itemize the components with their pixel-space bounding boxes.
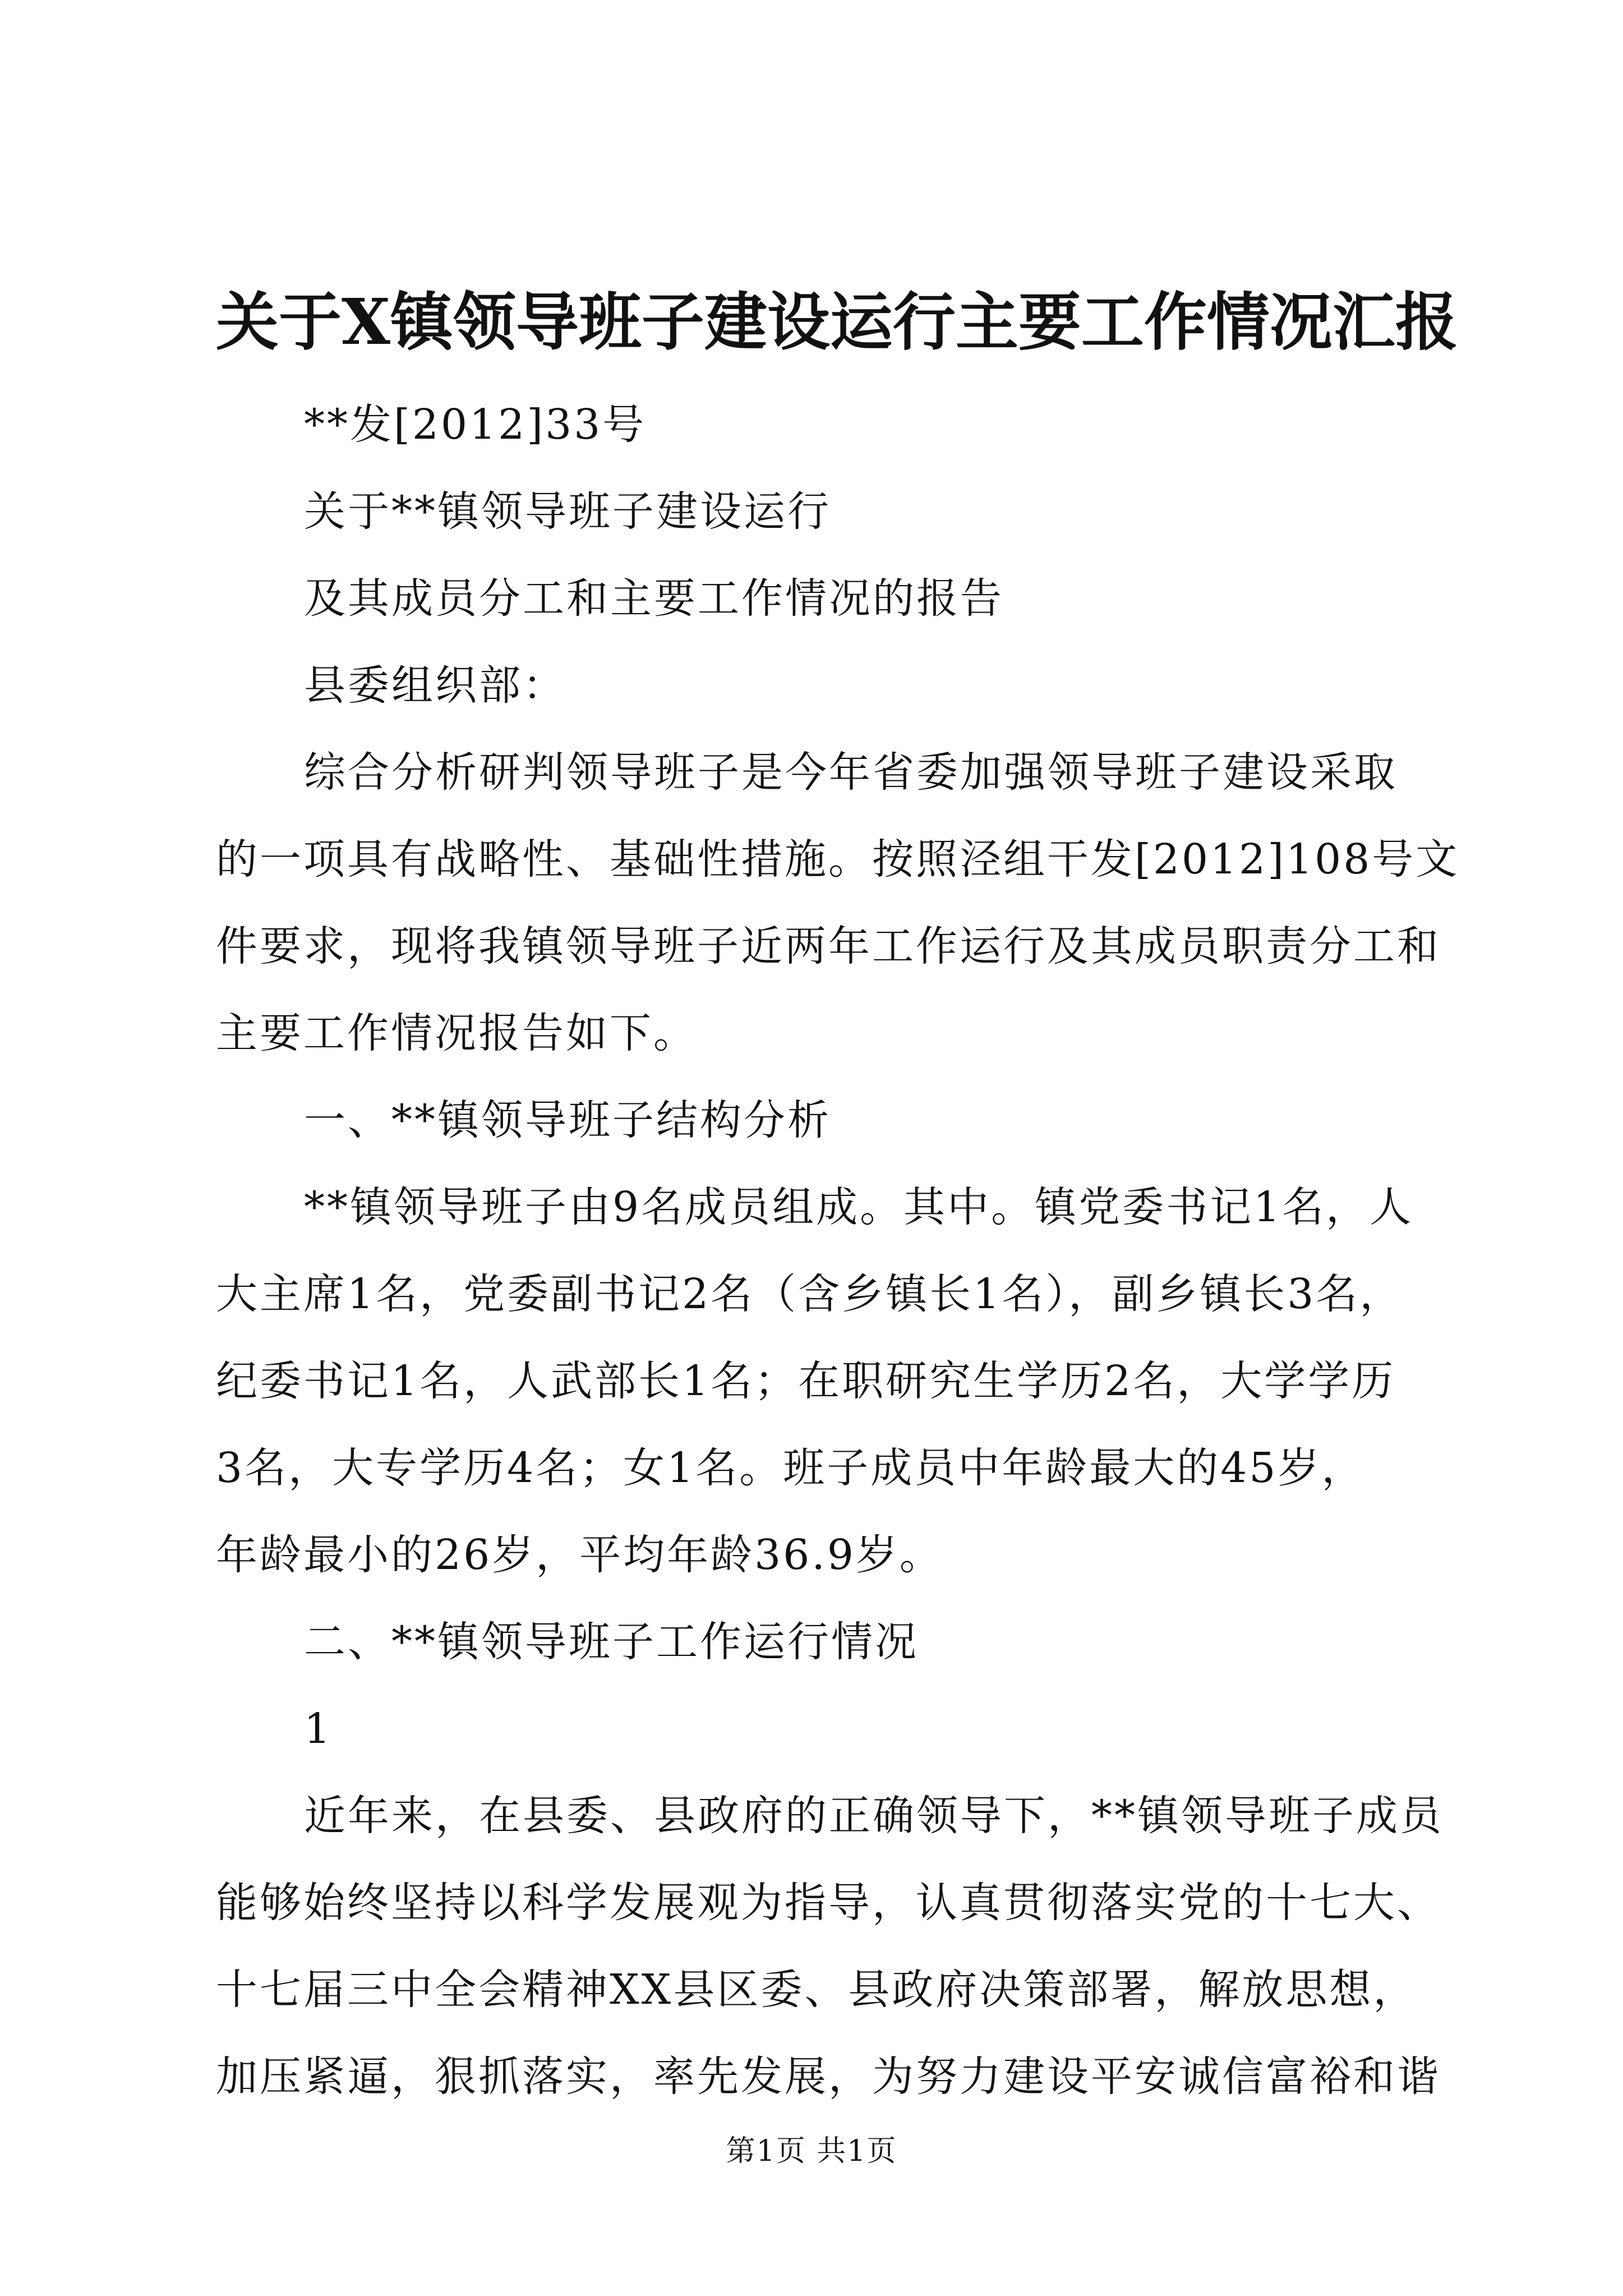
body-line: 主要工作情况报告如下。 <box>216 1009 697 1057</box>
body-line: 及其成员分工和主要工作情况的报告 <box>304 574 1004 623</box>
body-line: 关于**镇领导班子建设运行 <box>304 487 831 536</box>
body-line: 二、**镇领导班子工作运行情况 <box>304 1618 919 1666</box>
body-line: 的一项具有战略性、基础性措施。按照泾组干发[2012]108号文 <box>216 835 1460 884</box>
body-line: **发[2012]33号 <box>304 401 647 449</box>
body-line: 近年来，在县委、县政府的正确领导下，**镇领导班子成员 <box>304 1792 1444 1840</box>
body-line: 年龄最小的26岁，平均年龄36.9岁。 <box>216 1531 943 1579</box>
body-line: 3名，大专学历4名；女1名。班子成员中年龄最大的45岁， <box>216 1444 1366 1492</box>
body-line: 大主席1名，党委副书记2名（含乡镇长1名），副乡镇长3名， <box>216 1270 1404 1318</box>
body-line: 县委组织部： <box>304 661 566 710</box>
body-line: 纪委书记1名，人武部长1名；在职研究生学历2名，大学学历 <box>216 1357 1396 1405</box>
body-line: 一、**镇领导班子结构分析 <box>304 1096 831 1144</box>
body-line: 十七届三中全会精神XX县区委、县政府决策部署，解放思想， <box>216 1966 1417 2014</box>
page-footer: 第1页 共1页 <box>726 2134 897 2168</box>
document-title: 关于X镇领导班子建设运行主要工作情况汇报 <box>216 286 1458 359</box>
body-line: **镇领导班子由9名成员组成。其中。镇党委书记1名，人 <box>304 1183 1414 1231</box>
body-line: 加压紧逼，狠抓落实，率先发展，为努力建设平安诚信富裕和谐 <box>216 2053 1441 2101</box>
body-line: 件要求，现将我镇领导班子近两年工作运行及其成员职责分工和 <box>216 922 1441 970</box>
body-line: 能够始终坚持以科学发展观为指导，认真贯彻落实党的十七大、 <box>216 1879 1441 1927</box>
body-line: 综合分析研判领导班子是今年省委加强领导班子建设采取 <box>304 748 1398 797</box>
document-body <box>216 381 1460 2120</box>
body-line: 1 <box>304 1705 333 1753</box>
